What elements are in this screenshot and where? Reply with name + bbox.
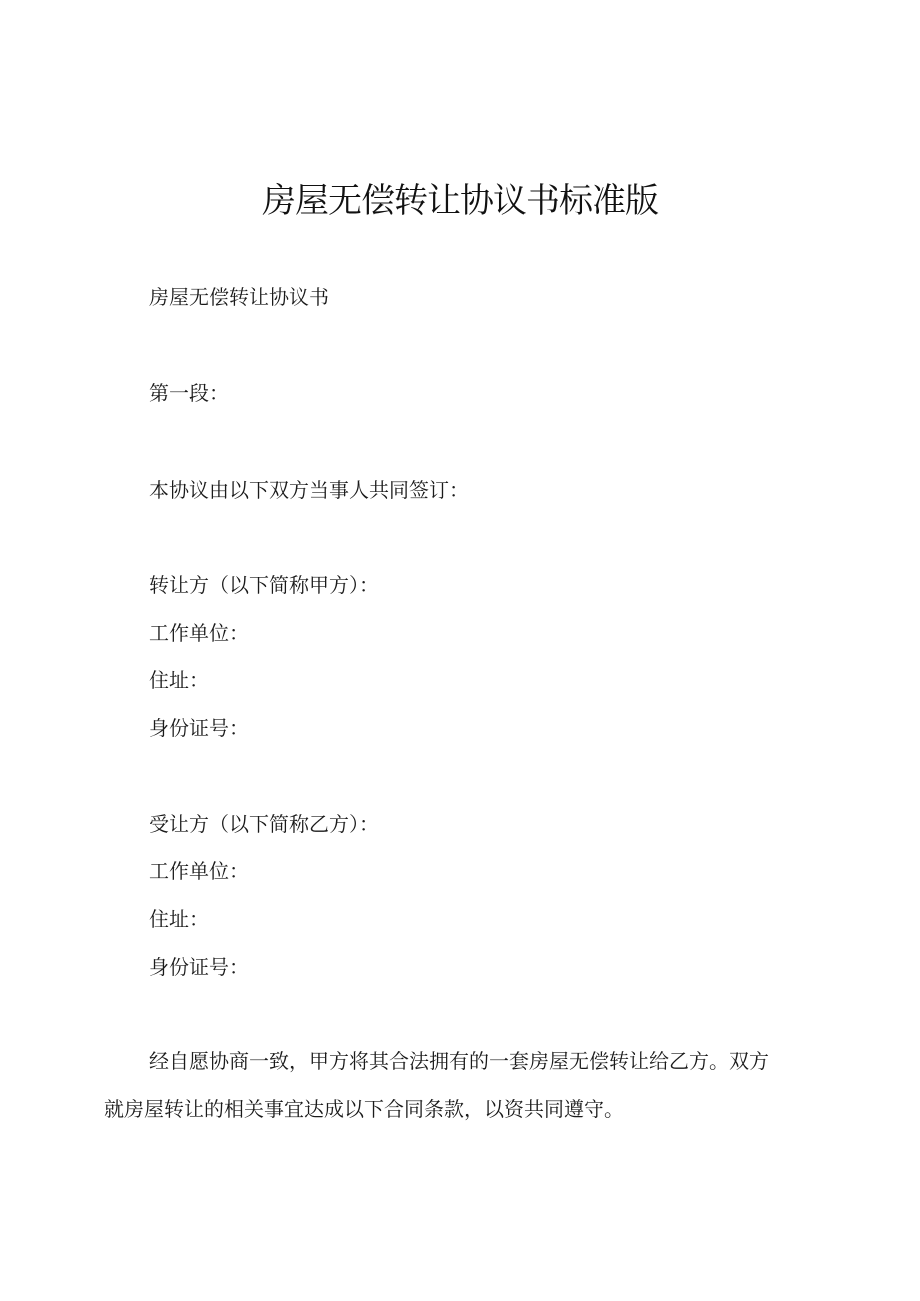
party-a-heading: 转让方（以下简称甲方）： (149, 573, 379, 597)
party-a-address-label: 住址： (149, 668, 209, 692)
document-title: 房屋无偿转让协议书标准版 (262, 181, 658, 221)
section-label: 第一段： (149, 381, 229, 405)
body-paragraph-line-2: 就房屋转让的相关事宜达成以下合同条款，以资共同遵守。 (104, 1097, 624, 1121)
intro-text: 本协议由以下双方当事人共同签订： (149, 478, 469, 502)
party-b-id-number-label: 身份证号： (149, 955, 249, 979)
document-subtitle: 房屋无偿转让协议书 (149, 285, 329, 309)
body-paragraph-line-1: 经自愿协商一致，甲方将其合法拥有的一套房屋无偿转让给乙方。双方 (149, 1049, 769, 1073)
party-b-address-label: 住址： (149, 907, 209, 931)
party-b-work-unit-label: 工作单位： (149, 859, 249, 883)
party-b-heading: 受让方（以下简称乙方）： (149, 812, 379, 836)
party-a-id-number-label: 身份证号： (149, 716, 249, 740)
body-paragraph (104, 1047, 816, 1123)
party-a-work-unit-label: 工作单位： (149, 621, 249, 645)
